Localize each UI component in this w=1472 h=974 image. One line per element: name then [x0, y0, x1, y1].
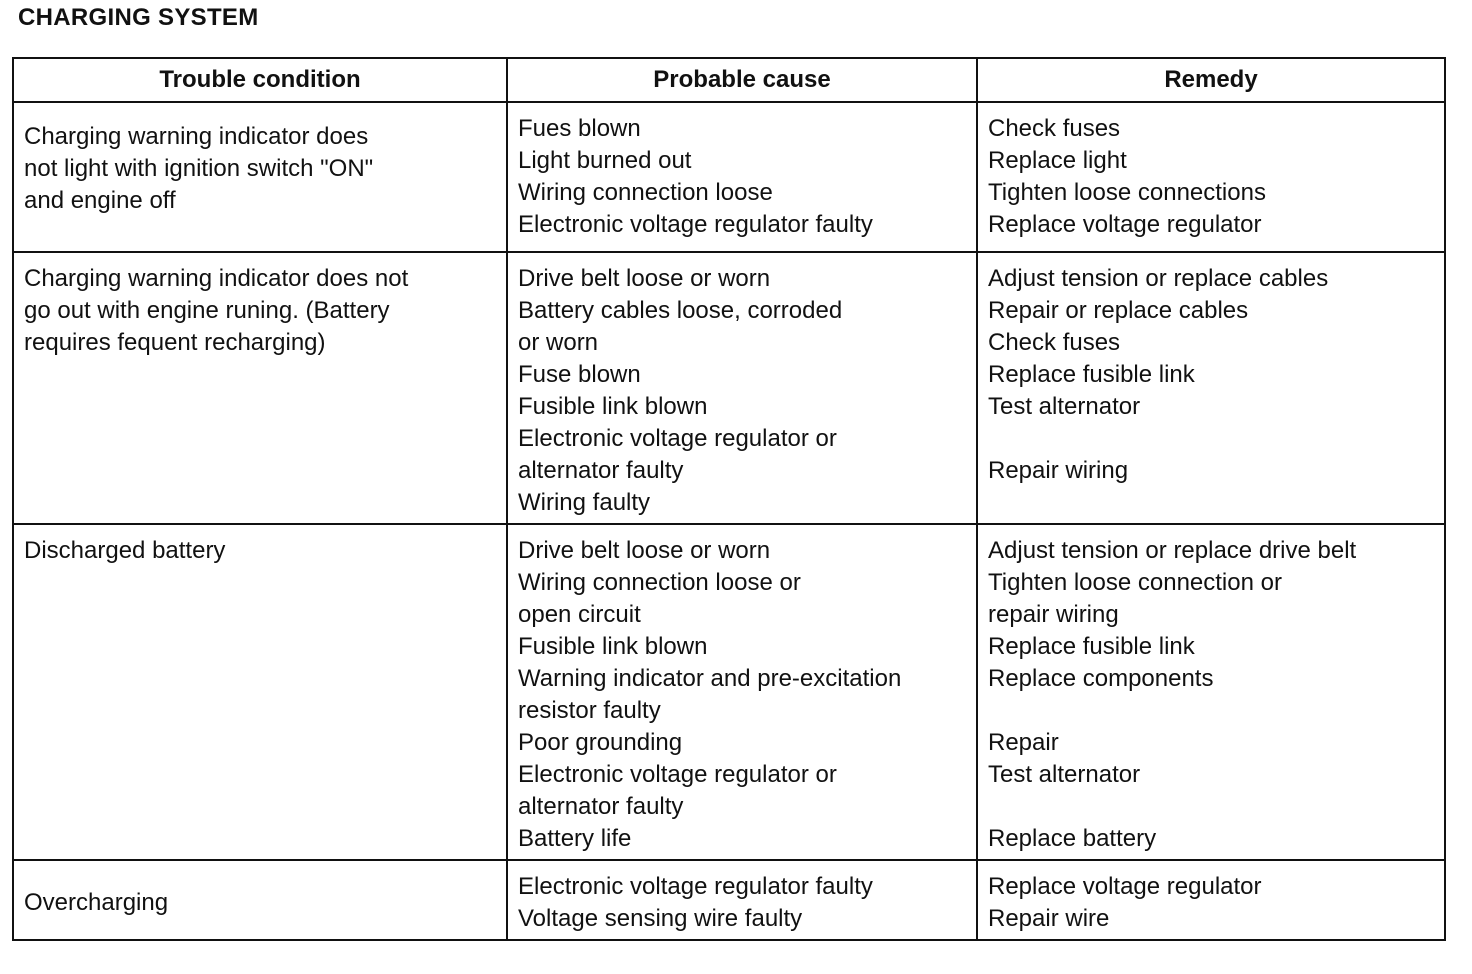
- header-probable-cause: Probable cause: [507, 58, 977, 102]
- trouble-condition-cell: [13, 252, 507, 524]
- remedy-line: Replace fusible link: [988, 361, 1195, 388]
- cause-line: Fusible link blown: [518, 633, 708, 660]
- cause-line: Electronic voltage regulator or: [518, 425, 837, 452]
- cause-line: Wiring connection loose or: [518, 569, 801, 596]
- remedy-line: Adjust tension or replace drive belt: [988, 537, 1357, 564]
- remedy-line: Replace voltage regulator: [988, 211, 1262, 238]
- condition-line: requires fequent recharging): [24, 329, 326, 356]
- cause-line: Drive belt loose or worn: [518, 265, 771, 292]
- remedy-cell: [977, 860, 1445, 940]
- cause-line: Warning indicator and pre-excitation: [518, 665, 902, 692]
- remedy-line: repair wiring: [988, 601, 1119, 628]
- table-header-row: [13, 58, 1445, 102]
- probable-cause-cell: [507, 252, 977, 524]
- probable-cause-cell: [507, 102, 977, 252]
- remedy-cell: [977, 102, 1445, 252]
- cause-line: Drive belt loose or worn: [518, 537, 771, 564]
- remedy-line: Replace battery: [988, 825, 1157, 852]
- remedy-line: Replace components: [988, 665, 1214, 692]
- cause-line: Fuse blown: [518, 361, 641, 388]
- cause-line: Voltage sensing wire faulty: [518, 905, 803, 932]
- condition-line: not light with ignition switch "ON": [24, 155, 374, 182]
- remedy-line: Test alternator: [988, 761, 1141, 788]
- table-row: [13, 860, 1445, 940]
- cause-line: alternator faulty: [518, 793, 684, 820]
- cause-line: Fues blown: [518, 115, 641, 142]
- cause-line: Electronic voltage regulator faulty: [518, 873, 873, 900]
- remedy-cell: [977, 252, 1445, 524]
- page-title: CHARGING SYSTEM: [18, 4, 259, 31]
- condition-line: Discharged battery: [24, 537, 226, 564]
- condition-line: and engine off: [24, 187, 176, 214]
- condition-line: go out with engine runing. (Battery: [24, 297, 390, 324]
- remedy-line: Test alternator: [988, 393, 1141, 420]
- probable-cause-cell: [507, 860, 977, 940]
- probable-cause-cell: [507, 524, 977, 860]
- remedy-line: Repair or replace cables: [988, 297, 1249, 324]
- remedy-cell: [977, 524, 1445, 860]
- remedy-line: Check fuses: [988, 329, 1121, 356]
- remedy-line: Repair: [988, 729, 1059, 756]
- troubleshooting-table: [12, 57, 1446, 941]
- header-trouble-condition: Trouble condition: [13, 58, 507, 102]
- trouble-condition-cell: [13, 860, 507, 940]
- remedy-line: Repair wiring: [988, 457, 1129, 484]
- cause-line: or worn: [518, 329, 599, 356]
- remedy-line: [988, 791, 1434, 823]
- cause-line: Light burned out: [518, 147, 692, 174]
- cause-line: Wiring faulty: [518, 489, 651, 516]
- cause-line: Fusible link blown: [518, 393, 708, 420]
- remedy-line: Replace fusible link: [988, 633, 1195, 660]
- table-row: [13, 102, 1445, 252]
- header-remedy: Remedy: [977, 58, 1445, 102]
- table-row: [13, 524, 1445, 860]
- cause-line: Wiring connection loose: [518, 179, 773, 206]
- trouble-condition-cell: [13, 524, 507, 860]
- cause-line: alternator faulty: [518, 457, 684, 484]
- remedy-line: Tighten loose connections: [988, 179, 1266, 206]
- cause-line: Battery life: [518, 825, 632, 852]
- condition-line: Charging warning indicator does not: [24, 265, 409, 292]
- remedy-line: [988, 423, 1434, 455]
- table-row: [13, 252, 1445, 524]
- remedy-line: [988, 695, 1434, 727]
- condition-line: Charging warning indicator does: [24, 123, 369, 150]
- remedy-line: Replace light: [988, 147, 1127, 174]
- cause-line: resistor faulty: [518, 697, 661, 724]
- cause-line: Poor grounding: [518, 729, 683, 756]
- remedy-line: Check fuses: [988, 115, 1121, 142]
- cause-line: Electronic voltage regulator or: [518, 761, 837, 788]
- remedy-line: Repair wire: [988, 905, 1110, 932]
- remedy-line: Replace voltage regulator: [988, 873, 1262, 900]
- cause-line: open circuit: [518, 601, 641, 628]
- cause-line: Electronic voltage regulator faulty: [518, 211, 873, 238]
- remedy-line: Tighten loose connection or: [988, 569, 1282, 596]
- condition-line: Overcharging: [24, 889, 169, 916]
- remedy-line: Adjust tension or replace cables: [988, 265, 1329, 292]
- cause-line: Battery cables loose, corroded: [518, 297, 843, 324]
- trouble-condition-cell: [13, 102, 507, 252]
